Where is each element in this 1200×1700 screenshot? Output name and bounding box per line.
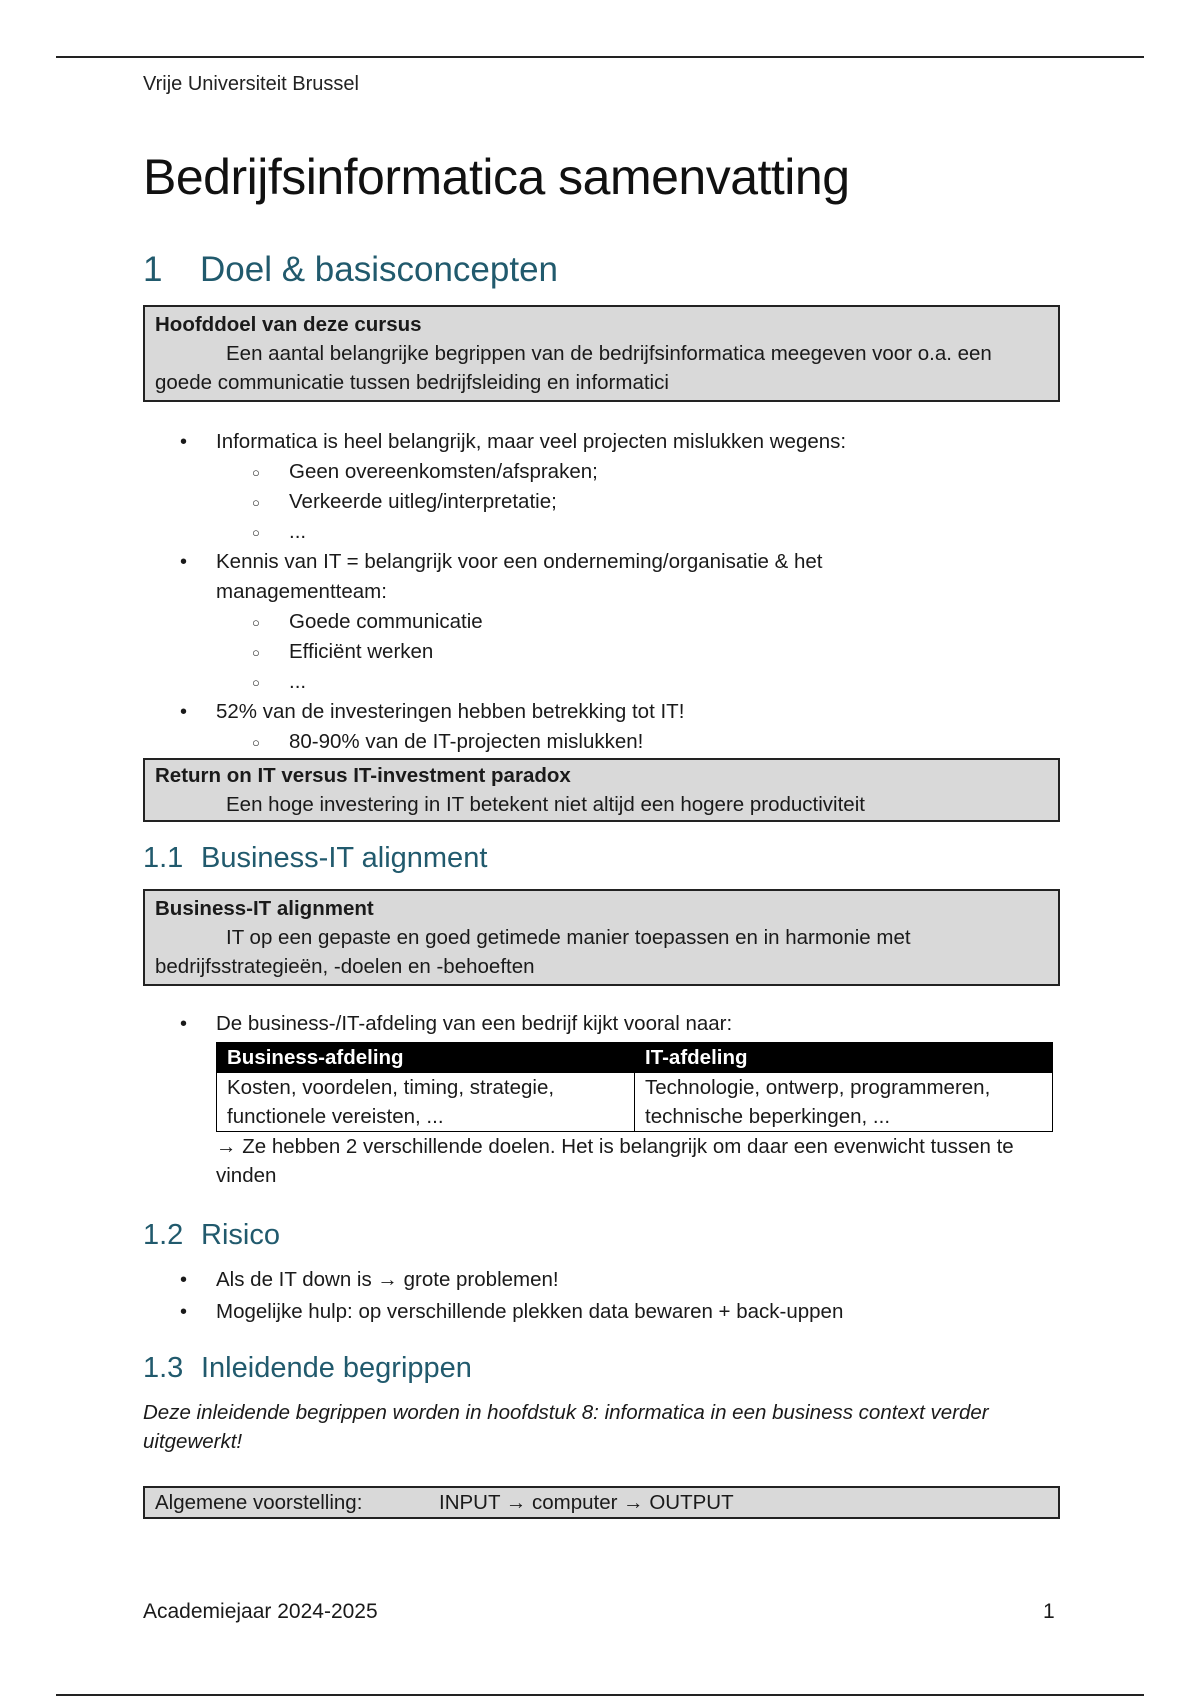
list-item: • Als de IT down is → grote problemen! (143, 1264, 1058, 1296)
table-header-it: IT-afdeling (635, 1043, 1053, 1073)
list-item: ○ Geen overeenkomsten/afspraken; (216, 457, 1058, 487)
paradox-box (143, 758, 1060, 822)
alignment-term: Business-IT alignment (155, 897, 374, 920)
section-1-3-heading (143, 1352, 472, 1385)
general-representation-value: INPUT → computer → OUTPUT (439, 1491, 734, 1514)
section-1-3-number: 1.3 (143, 1352, 184, 1384)
footer-rule (56, 1694, 1144, 1696)
list-item: ○ ... (216, 517, 1058, 547)
risk-bullet-list (143, 1264, 1058, 1328)
section-1-1-heading (143, 842, 487, 875)
main-goal-term: Hoofddoel van deze cursus (155, 313, 422, 336)
paradox-definition: Een hoge investering in IT betekent niet altijd een hogere productiviteit (226, 793, 865, 816)
document-title: Bedrijfsinformatica samenvatting (143, 149, 850, 205)
section-1-2-title: Risico (201, 1219, 280, 1251)
list-item: ○ 80-90% van de IT-projecten mislukken! (216, 727, 1058, 757)
list-item (143, 547, 1058, 697)
list-item: ○ Verkeerde uitleg/interpretatie; (216, 487, 1058, 517)
bullet-text: Kennis van IT = belangrijk voor een onderneming/organisatie & het managementteam: (216, 550, 823, 603)
bullet-text: Informatica is heel belangrijk, maar veel projecten mislukken wegens: (216, 430, 847, 453)
list-item: • Mogelijke hulp: op verschillende plekken data bewaren + back-uppen (143, 1296, 1058, 1328)
general-representation-label: Algemene voorstelling: (155, 1491, 363, 1514)
list-item: ○ Goede communicatie (216, 607, 1058, 637)
section-1-number: 1 (143, 250, 163, 289)
alignment-box (143, 889, 1060, 986)
table-header-row (217, 1043, 1053, 1073)
general-representation-box (143, 1486, 1060, 1519)
main-goal-box (143, 305, 1060, 402)
list-item (143, 427, 1058, 547)
list-item (143, 697, 1058, 757)
section-1-title: Doel & basisconcepten (200, 250, 558, 289)
section-1-2-number: 1.2 (143, 1219, 184, 1251)
paradox-term: Return on IT versus IT-investment paradox (155, 764, 571, 787)
business-it-table (216, 1042, 1053, 1132)
list-item: • De business-/IT-afdeling van een bedrijf kijkt vooral naar: (143, 1009, 1058, 1039)
bullet-text: 52% van de investeringen hebben betrekking tot IT! (216, 700, 685, 723)
table-cell-business: Kosten, voordelen, timing, strategie, functionele vereisten, ... (217, 1073, 635, 1132)
alignment-definition: IT op een gepaste en goed getimede manier toepassen en in harmonie met bedrijfsstrategieën, -doelen en -behoeften (155, 926, 911, 978)
section-1-1-title: Business-IT alignment (201, 842, 488, 874)
list-item: ○ Efficiënt werken (216, 637, 1058, 667)
footer-page-number: 1 (1043, 1600, 1055, 1623)
table-row (217, 1073, 1053, 1132)
alignment-bullet-list (143, 1009, 1058, 1039)
intro-note: Deze inleidende begrippen worden in hoofdstuk 8: informatica in een business context verder uitgewerkt! (143, 1401, 989, 1453)
table-cell-it: Technologie, ontwerp, programmeren, technische beperkingen, ... (635, 1073, 1053, 1132)
table-header-business: Business-afdeling (217, 1043, 635, 1073)
header-rule (56, 56, 1144, 58)
section-1-bullet-list (143, 427, 1058, 757)
list-item: ○ ... (216, 667, 1058, 697)
header-institution: Vrije Universiteit Brussel (143, 73, 359, 95)
footer-academic-year: Academiejaar 2024-2025 (143, 1600, 378, 1623)
section-1-3-title: Inleidende begrippen (201, 1352, 472, 1384)
section-1-1-number: 1.1 (143, 842, 184, 874)
main-goal-definition: Een aantal belangrijke begrippen van de bedrijfsinformatica meegeven voor o.a. een goede communicatie tussen bedrijfsleiding en informatici (155, 342, 992, 394)
section-1-2-heading (143, 1219, 280, 1252)
section-1-heading (143, 250, 558, 290)
alignment-conclusion: → Ze hebben 2 verschillende doelen. Het is belangrijk om daar een evenwicht tussen te vinden (216, 1135, 1014, 1187)
